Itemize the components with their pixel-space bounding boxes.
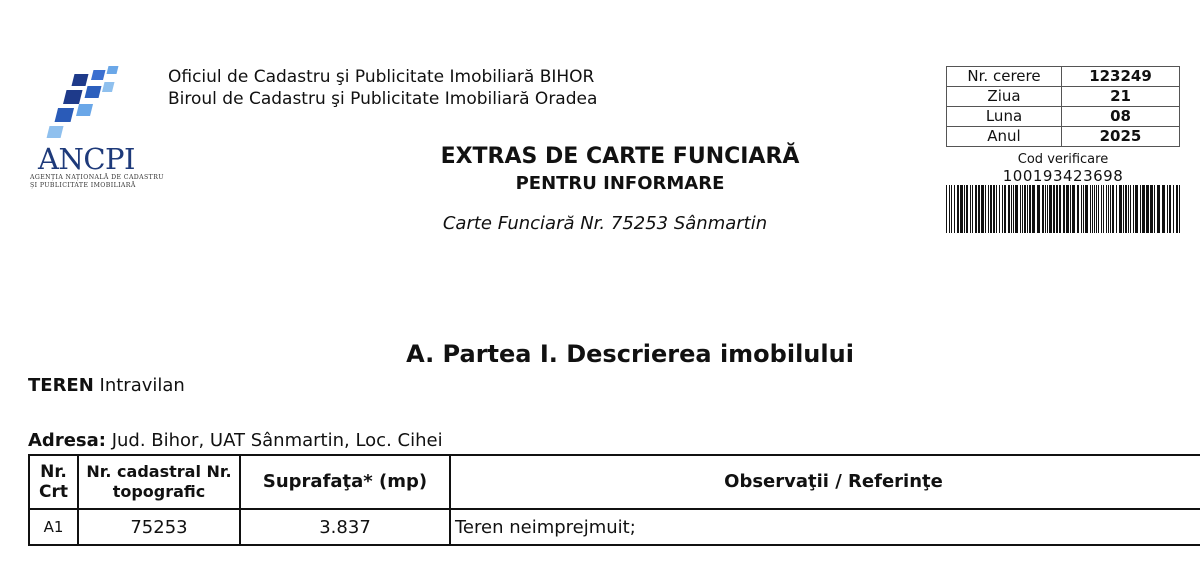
cell-surface: 3.837 [240,509,450,545]
request-value: 08 [1062,107,1180,127]
table-row [29,509,1200,545]
land-book-number: Carte Funciară Nr. 75253 Sânmartin [442,213,768,234]
column-header-observations: Observaţii / Referinţe [450,455,1200,509]
address-value: Jud. Bihor, UAT Sânmartin, Loc. Cihei [111,430,443,451]
document-subtitle: PENTRU INFORMARE [515,173,725,194]
table-header-row [29,455,1200,509]
request-value: 123249 [1062,67,1180,87]
request-value: 21 [1062,87,1180,107]
barcode-icon [946,185,1180,233]
column-header-nr-crt: Nr. Crt [29,455,78,509]
request-row-number [947,67,1180,87]
request-label: Luna [947,107,1062,127]
cell-nr-crt: A1 [29,509,78,545]
property-table [28,454,1200,546]
logo-text: ANCPI [38,142,135,176]
ancpi-logo-mark-icon [33,64,133,144]
request-value: 2025 [1062,127,1180,147]
request-row-month [947,107,1180,127]
column-header-surface: Suprafaţa* (mp) [240,455,450,509]
section-title: A. Partea I. Descrierea imobilului [406,340,854,368]
request-label: Ziua [947,87,1062,107]
logo-subtext: AGENȚIA NAȚIONALĂ DE CADASTRU ȘI PUBLICITATE IMOBILIARĂ [30,174,164,189]
verification-code-value: 100193423698 [1002,167,1124,185]
land-type-label: TEREN [28,375,94,396]
address [28,430,443,451]
cell-observations: Teren neimprejmuit; [450,509,1200,545]
request-info-table [946,66,1180,147]
column-header-cadastral: Nr. cadastral Nr. topografic [78,455,240,509]
request-row-year [947,127,1180,147]
cell-cadastral: 75253 [78,509,240,545]
office-name: Oficiul de Cadastru şi Publicitate Imobiliară BIHOR [168,67,595,87]
request-label: Anul [947,127,1062,147]
request-row-day [947,87,1180,107]
land-type [28,375,185,396]
land-type-value: Intravilan [99,375,185,396]
request-label: Nr. cerere [947,67,1062,87]
bureau-name: Biroul de Cadastru şi Publicitate Imobiliară Oradea [168,89,598,109]
address-label: Adresa: [28,430,106,451]
verification-code-label: Cod verificare [1017,152,1109,167]
document-title: EXTRAS DE CARTE FUNCIARĂ [440,144,800,169]
